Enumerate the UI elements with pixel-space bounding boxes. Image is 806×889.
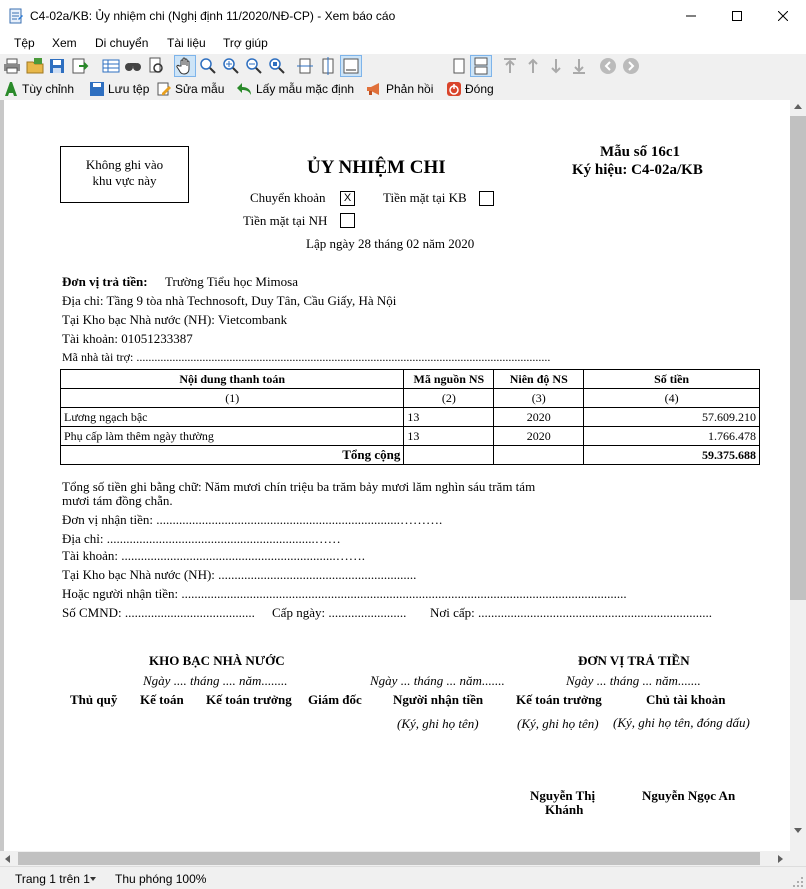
payer-address: Địa chỉ: Tầng 9 tòa nhà Technosoft, Duy Tân, Cầu Giấy, Hà Nội [62, 293, 397, 308]
no-write-line-1: Không ghi vào [85, 157, 164, 172]
no-write-line-2: khu vực này [92, 173, 157, 188]
amount-words-line-1: Tổng số tiền ghi bằng chữ: Năm mươi chín triệu ba trăm bảy mươi lăm nghìn sáu trăm tám [62, 479, 536, 494]
row-content: Phụ cấp làm thêm ngày thường [61, 427, 404, 446]
scroll-right-icon[interactable] [778, 855, 783, 863]
power-icon [447, 82, 461, 96]
report-app-icon [8, 8, 24, 24]
menu-file[interactable]: Tệp [14, 36, 35, 50]
continuous-page-icon [472, 57, 490, 75]
minimize-button[interactable] [668, 0, 714, 32]
undo-icon [236, 82, 252, 96]
table-index-row [61, 389, 760, 408]
hand-icon [176, 57, 194, 75]
open-folder-icon[interactable] [26, 57, 44, 75]
customize-label: Tùy chỉnh [22, 82, 75, 96]
row-content: Lương ngạch bậc [61, 408, 404, 427]
row-year: 2020 [494, 427, 584, 446]
receiving-person: Hoặc người nhận tiền: ......................................................................................................................................... [62, 586, 627, 601]
maximize-button[interactable] [714, 0, 760, 32]
hand-tool-button[interactable] [174, 55, 196, 77]
back-icon[interactable] [599, 57, 617, 75]
sign-payer-chief-note: (Ký, ghi họ tên) [517, 716, 599, 731]
receiving-account: Tài khoản: ..................................................................……. [62, 548, 365, 563]
find-icon[interactable] [124, 57, 142, 75]
previous-page-icon[interactable] [524, 57, 542, 75]
payer-label: Đơn vị trả tiền: [62, 274, 148, 289]
treasury-heading: KHO BẠC NHÀ NƯỚC [149, 653, 285, 668]
index-4: (4) [584, 389, 760, 408]
edit-template-button[interactable] [157, 80, 224, 98]
total-row [61, 446, 760, 465]
save-file-label: Lưu tệp [108, 82, 150, 96]
payer-account: Tài khoản: 01051233387 [62, 331, 193, 346]
title-bar [0, 0, 806, 32]
cash-nh-label: Tiền mặt tại NH [243, 213, 328, 228]
col-amount-header: Số tiền [584, 370, 760, 389]
edit-template-label: Sửa mẫu [175, 82, 225, 96]
megaphone-icon [366, 82, 382, 96]
receiving-bank: Tại Kho bạc Nhà nước (NH): ............................................................. [62, 567, 417, 582]
default-template-button[interactable] [236, 80, 354, 98]
form-number: Mẫu số 16c1 [600, 144, 680, 160]
whole-page-icon[interactable] [319, 57, 337, 75]
issue-place: Nơi cấp: ........................................................................ [430, 605, 713, 620]
row-year: 2020 [494, 408, 584, 427]
scroll-left-icon[interactable] [5, 855, 10, 863]
feedback-label: Phản hồi [386, 82, 434, 96]
actual-size-button[interactable] [340, 55, 362, 77]
issue-date: Cấp ngày: ........................ [272, 605, 407, 620]
cash-kb-checkbox[interactable] [479, 191, 494, 206]
maximize-icon [732, 11, 742, 21]
report-viewer[interactable] [0, 100, 790, 851]
page-width-icon[interactable] [296, 57, 314, 75]
resize-grip-icon[interactable] [792, 876, 804, 888]
horizontal-scroll-thumb[interactable] [18, 852, 760, 865]
close-window-button[interactable] [760, 0, 806, 32]
table-header-row [61, 370, 760, 389]
sign-owner: Chủ tài khoản [646, 692, 726, 707]
preview-icon[interactable] [147, 57, 165, 75]
sign-payer-chief: Kế toán trưởng [516, 692, 602, 707]
first-page-icon[interactable] [501, 57, 519, 75]
sign-director: Giám đốc [308, 692, 362, 707]
report-title: ỦY NHIỆM CHI [307, 157, 446, 178]
total-empty-2 [494, 446, 584, 465]
cash-kb-label: Tiền mặt tại KB [383, 190, 467, 205]
row-source: 13 [404, 427, 494, 446]
transfer-checkbox[interactable]: X [340, 191, 355, 206]
close-report-button[interactable] [447, 80, 494, 98]
scroll-down-icon[interactable] [794, 828, 802, 833]
forward-icon[interactable] [622, 57, 640, 75]
secondary-toolbar [0, 78, 806, 100]
page-dropdown-icon[interactable] [90, 877, 96, 881]
total-empty-1 [404, 446, 494, 465]
menu-view[interactable]: Xem [52, 36, 77, 50]
sign-owner-note: (Ký, ghi họ tên, đóng dấu) [613, 715, 750, 730]
no-write-box [60, 146, 189, 203]
sign-receiver: Người nhận tiền [393, 692, 484, 707]
menu-navigate[interactable]: Di chuyển [95, 36, 149, 50]
chief-accountant-name-line-1: Nguyễn Thị [530, 788, 596, 803]
col-content-header: Nội dung thanh toán [61, 370, 404, 389]
menu-bar [0, 32, 806, 54]
export-icon[interactable] [71, 57, 89, 75]
actual-size-icon [342, 57, 360, 75]
col-year-header: Niên độ NS [494, 370, 584, 389]
zoom-fit-icon[interactable] [268, 57, 286, 75]
customize-button[interactable] [4, 80, 74, 98]
receiver-date: Ngày ... tháng ... năm....... [370, 673, 505, 688]
form-symbol: Ký hiệu: C4-02a/KB [572, 162, 703, 178]
vertical-scroll-thumb[interactable] [790, 116, 806, 600]
report-date: Lập ngày 28 tháng 02 năm 2020 [306, 236, 475, 251]
continuous-page-button[interactable] [470, 55, 492, 77]
last-page-icon[interactable] [570, 57, 588, 75]
payer-date: Ngày ... tháng ... năm....... [566, 673, 701, 688]
single-page-icon[interactable] [450, 57, 468, 75]
payer-bank: Tại Kho bạc Nhà nước (NH): Vietcombank [62, 312, 288, 327]
receiving-address: Địa chỉ: ................................................................…… [62, 531, 341, 546]
default-template-label: Lấy mẫu mặc định [256, 82, 355, 96]
customize-icon [4, 81, 18, 97]
id-number: Số CMND: ........................................ [62, 605, 255, 620]
close-report-label: Đóng [465, 82, 494, 96]
sign-receiver-note: (Ký, ghi họ tên) [397, 716, 479, 731]
sign-treasurer: Thủ quỹ [70, 692, 118, 707]
status-bar [0, 866, 806, 889]
window-title: C4-02a/KB: Ủy nhiệm chi (Nghị định 11/2020/NĐ-CP) - Xem báo cáo [30, 9, 396, 23]
sign-accountant: Kế toán [140, 692, 184, 707]
index-3: (3) [494, 389, 584, 408]
save-file-button[interactable] [90, 80, 149, 98]
menu-help[interactable]: Trợ giúp [223, 36, 268, 50]
row-amount: 57.609.210 [584, 408, 760, 427]
total-label: Tổng cộng [61, 446, 404, 465]
treasury-date: Ngày .... tháng .... năm........ [143, 673, 288, 688]
page-indicator[interactable]: Trang 1 trên 1 [15, 872, 90, 886]
feedback-button[interactable] [366, 80, 433, 98]
table-row [61, 408, 760, 427]
amount-words-line-2: mươi tám đồng chẵn. [62, 493, 173, 508]
zoom-tool-icon[interactable] [199, 57, 217, 75]
transfer-label: Chuyển khoản [250, 190, 326, 205]
sponsor-code: Mã nhà tài trợ: .......................................................................................................................................... [62, 350, 551, 364]
next-page-icon[interactable] [547, 57, 565, 75]
row-amount: 1.766.478 [584, 427, 760, 446]
table-icon[interactable] [102, 57, 120, 75]
index-1: (1) [61, 389, 404, 408]
table-row [61, 427, 760, 446]
payer-unit-heading: ĐƠN VỊ TRẢ TIỀN [578, 653, 690, 668]
print-icon[interactable] [3, 57, 21, 75]
account-owner-name: Nguyễn Ngọc An [642, 788, 736, 803]
col-source-header: Mã nguồn NS [404, 370, 494, 389]
index-2: (2) [404, 389, 494, 408]
payer-name: Trường Tiểu học Mimosa [165, 274, 298, 289]
save-icon [90, 82, 104, 96]
edit-icon [157, 82, 171, 96]
zoom-indicator: Thu phóng 100% [115, 872, 207, 886]
sign-chief-accountant: Kế toán trưởng [206, 692, 292, 707]
row-source: 13 [404, 408, 494, 427]
scroll-up-icon[interactable] [794, 104, 802, 109]
zoom-in-icon[interactable] [222, 57, 240, 75]
save-icon[interactable] [48, 57, 66, 75]
cash-nh-checkbox[interactable] [340, 213, 355, 228]
menu-document[interactable]: Tài liệu [167, 36, 206, 50]
minimize-icon [686, 11, 696, 21]
chief-accountant-name-line-2: Khánh [545, 802, 584, 817]
payment-table [60, 369, 760, 465]
zoom-out-icon[interactable] [245, 57, 263, 75]
main-toolbar [0, 54, 806, 78]
close-icon [778, 11, 788, 21]
receiving-unit: Đơn vị nhận tiền: ...........................................................................………. [62, 512, 443, 527]
total-amount: 59.375.688 [584, 446, 760, 465]
